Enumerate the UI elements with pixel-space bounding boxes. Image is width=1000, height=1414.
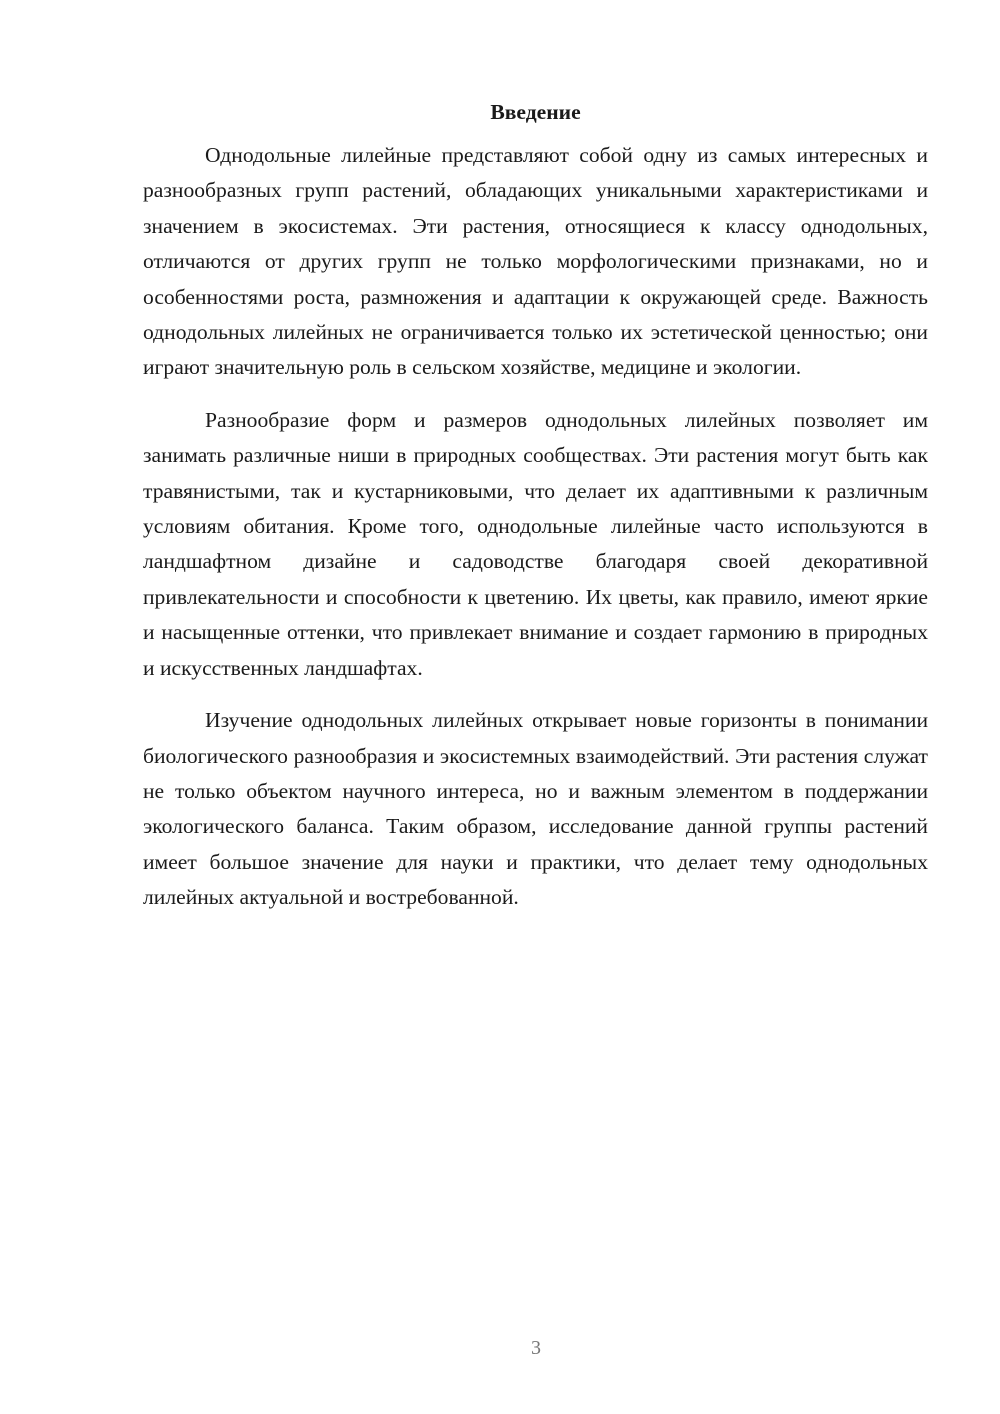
paragraph: Разнообразие форм и размеров однодольных лилейных позволяет им занимать различные ниши в природных сообществах. Эти растения могут быть как травянистыми, так и кустарниковыми, что делает их адаптивными к различным условиям обитания. Кроме того, однодольные лилейные часто используются в ландшафтном дизайне и садоводстве благодаря своей декоративной привлекательности и способности к цветению. Их цветы, как правило, имеют яркие и насыщенные оттенки, что привлекает внимание и создает гармонию в природных и искусственных ландшафтах. xyxy=(143,407,928,680)
section-heading: Введение xyxy=(490,100,581,124)
page-number: 3 xyxy=(531,1337,541,1359)
paragraph: Однодольные лилейные представляют собой одну из самых интересных и разнообразных групп растений, обладающих уникальными характеристиками и значением в экосистемах. Эти растения, относящиеся к классу однодольных, отличаются от других групп не только морфологическими признаками, но и особенностями роста, размножения и адаптации к окружающей среде. Важность однодольных лилейных не ограничивается только их эстетической ценностью; они играют значительную роль в сельском хозяйстве, медицине и экологии. xyxy=(143,143,928,380)
page-content xyxy=(143,96,928,933)
paragraph: Изучение однодольных лилейных открывает новые горизонты в понимании биологического разнообразия и экосистемных взаимодействий. Эти растения служат не только объектом научного интереса, но и важным элементом в поддержании экологического баланса. Таким образом, исследование данной группы растений имеет большое значение для науки и практики, что делает тему однодольных лилейных актуальной и востребованной. xyxy=(143,708,928,910)
